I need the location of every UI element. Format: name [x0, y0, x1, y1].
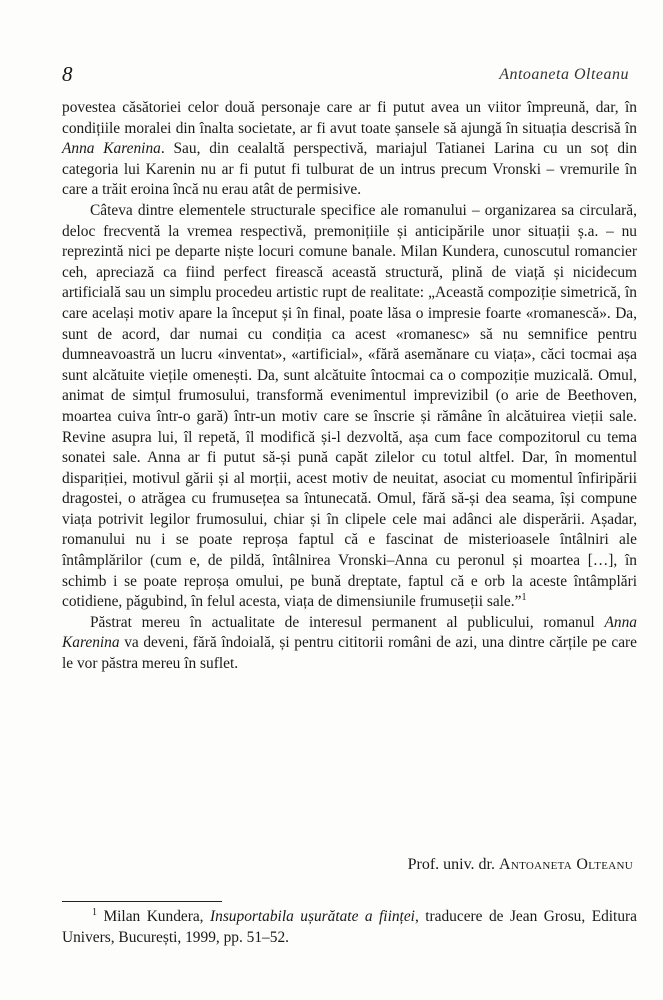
paragraph-continuation — [62, 98, 637, 201]
footnote-details: , traducere de Jean Grosu, Editura Univers, București, 1999, pp. 51–52. — [62, 908, 637, 946]
paragraph-1-end: . Sau, din cealaltă perspectivă, mariajul Tatianei Larina cu un soț din categoria lui Karenin nu ar fi putut fi tulburat de un intrus precum Vronski – vremurile în care a trăit eroina încă nu erau atât de permisive. — [62, 140, 637, 199]
book-title-anna-karenina: Anna Karenina — [62, 140, 161, 158]
paragraph-3-end: va deveni, fără îndoială, și pentru cititorii români de azi, una dintre cărțile pe care le vor păstra mereu în suflet. — [62, 634, 637, 673]
signature-prefix: Prof. univ. dr. — [407, 856, 499, 873]
footnote-marker: 1 — [92, 906, 97, 918]
footnote-author: Milan Kundera, — [97, 908, 210, 925]
paragraph-conclusion — [62, 613, 637, 675]
footnote-divider — [62, 901, 222, 902]
paragraph-kundera-quote — [62, 201, 637, 613]
footnote-text — [62, 906, 637, 948]
body-text — [62, 98, 637, 675]
page-number: 8 — [62, 62, 73, 86]
book-title-anna-karenina-2: Anna Karenina — [62, 613, 637, 652]
paragraph-2-text: Câteva dintre elementele structurale specifice ale romanului – organizarea sa circulară, deloc frecventă la vremea respectivă, premonițiile și anticipările unor situații ș.a. – nu reprezintă nici pe departe niște locuri comune banale. Milan Kundera, cunoscutul romancier ceh, apreciază ca fiind perfect firească această structură, plină de viață și nicidecum artificială sau un simplu procedeu artistic rupt de realitate: „Această compoziție simetrică, în care același motiv apare la început și în final, poate lăsa o impresie foarte «romanescă». Da, sunt de acord, dar numai cu condiția ca acest «romanesc» să nu semnifice pentru dumneavoastră un lucru «inventat», «artificial», «fără asemănare cu viața», căci tocmai așa sunt alcătuite viețile omenești. Da, sunt alcătuite întocmai ca o compoziție muzicală. Omul, animat de simțul frumosului, transformă evenimentul imprevizibil (o arie de Beethoven, moartea cuiva într-o gară) într-un motiv care se înscrie și rămâne în alcătuirea vieții sale. Revine asupra lui, îl repetă, îl modifică și-l dezvoltă, așa cum face compozitorul cu tema sonatei sale. Anna ar fi putut să-și pună capăt zilelor cu totul altfel. Dar, în momentul dispariției, motivul gării și al morții, acest motiv de neuitat, asociat cu momentul înfiripării dragostei, o atrăgea cu frumusețea sa întunecată. Omul, fără să-și dea seama, își compune viața potrivit legilor frumosului, chiar și în clipele cele mai adânci ale disperării. Așadar, romanului nu i se poate reproșa faptul că e fascinat de misterioasele întâlniri ale întâmplărilor (cum e, de pildă, întâlnirea Vronski–Anna cu peronul și moartea […], în schimb i se poate reproșa omului, pe bună dreptate, faptul că e orb la aceste întâmplări cotidiene, păgubind, în felul acesta, viața de dimensiunile frumuseții sale.” — [62, 201, 637, 611]
footnote-book-title: Insuportabila ușurătate a ființei — [210, 908, 415, 925]
signature-name: Antoaneta Olteanu — [499, 856, 633, 873]
paragraph-1-start: povestea căsătoriei celor două personaje care ar fi putut avea un viitor împreună, dar, în condițiile moralei din înalta societate, ar fi avut toate șansele să ajungă în situația descrisă în — [62, 99, 637, 137]
footnote-reference: 1 — [521, 592, 527, 604]
author-signature — [408, 856, 633, 874]
running-head: Antoaneta Olteanu — [499, 66, 629, 83]
paragraph-3-start: Păstrat mereu în actualitate de interesul permanent al publicului, romanul — [90, 613, 605, 631]
footnote — [62, 906, 637, 948]
